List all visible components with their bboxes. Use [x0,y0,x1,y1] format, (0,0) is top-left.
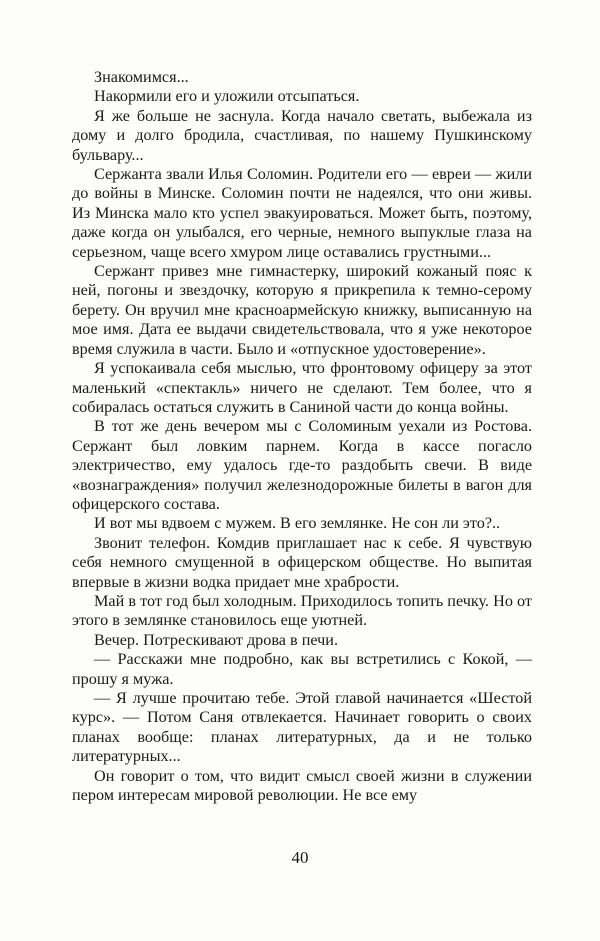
paragraph: Сержанта звали Илья Соломин. Родители его — евреи — жили до войны в Минске. Соломин почти не надеялся, что они живы. Из Минска мало кто успел эвакуироваться. Может быть, поэтому, даже когда он улыбался, его черные, немного выпуклые глаза на серьезном, чаще всего хмуром лице оставались грустными... [72,165,532,261]
paragraph: И вот мы вдвоем с мужем. В его землянке. Не сон ли это?.. [94,514,501,533]
paragraph: Звонит телефон. Комдив приглашает нас к себе. Я чувствую себя немного смущенной в офицерском обществе. Но выпитая впервые в жизни водка придает мне храбрости. [72,533,532,591]
paragraph: — Расскажи мне подробно, как вы встретились с Кокой, — прошу я мужа. [72,650,532,688]
paragraph: Май в тот год был холодным. Приходилось топить печку. Но от этого в землянке становилось еще уютней. [72,591,532,630]
paragraph: Сержант привез мне гимнастерку, широкий кожаный пояс к ней, погоны и звездочку, которую я прикрепила к темно-серому берету. Он вручил мне красноармейскую книжку, выписанную на мое имя. Дата ее выдачи свидетельствовала, что я уже некоторое время служила в части. Было и «отпускное удостоверение». [72,262,532,358]
paragraph: Он говорит о том, что видит смысл своей жизни в служении пером интересам мировой революции. Не все ему [72,766,532,805]
paragraph: Вечер. Потрескивают дрова в печи. [94,630,339,649]
paragraph: — Я лучше прочитаю тебе. Этой главой начинается «Шестой курс». — Потом Саня отвлекается. Начинает говорить о своих планах вообще: планах литературных, да и не только литературных... [72,689,532,766]
paragraph: Я успокаивала себя мыслью, что фронтовому офицеру за этот маленький «спектакль» ничего не сделают. Тем более, что я собиралась остаться служить в Саниной части до конца войны. [72,359,532,416]
page-text [72,68,532,805]
page-number: 40 [291,848,309,867]
paragraph: Знакомимся... [94,68,189,86]
paragraph: Накормили его и уложили отсыпаться. [94,87,360,106]
paragraph: В тот же день вечером мы с Соломиным уехали из Ростова. Сержант был ловким парнем. Когда в кассе погасло электричество, ему удалось где-то раздобыть свечи. В виде «вознаграждения» получил железнодорожные билеты в вагон для офицерского состава. [72,417,532,513]
paragraph: Я же больше не заснула. Когда начало светать, выбежала из дому и долго бродила, счастливая, по нашему Пушкинскому бульвару... [72,106,532,164]
